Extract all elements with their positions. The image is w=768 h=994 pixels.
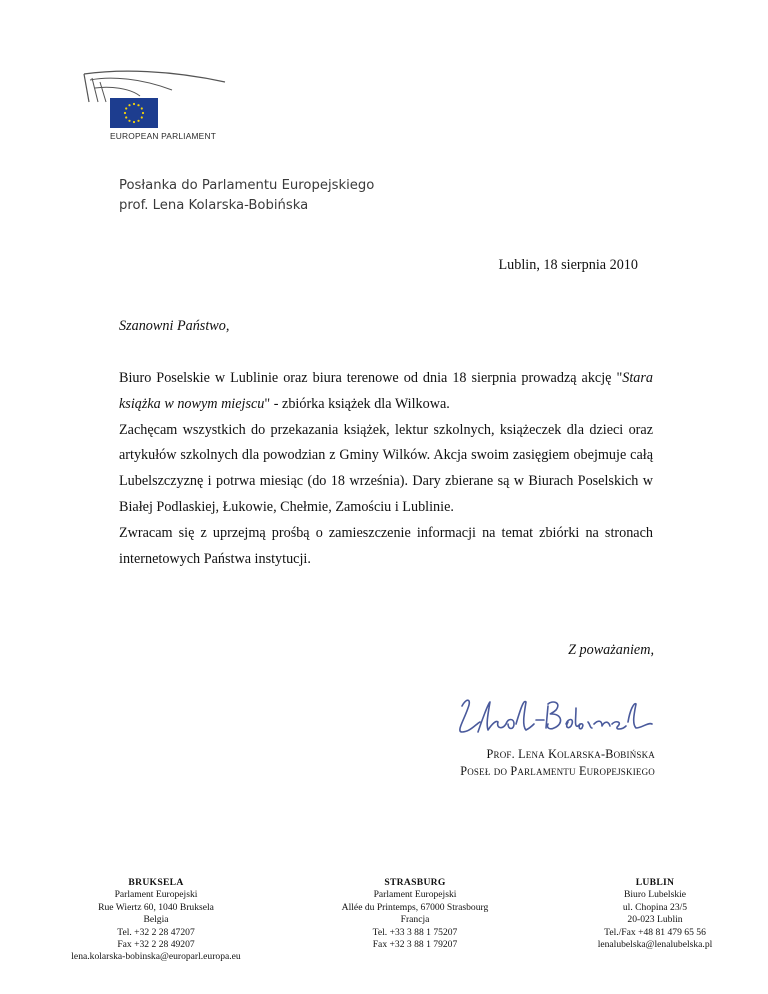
eu-star-icon bbox=[137, 104, 139, 106]
footer-line: Tel./Fax +48 81 479 65 56 bbox=[604, 926, 706, 938]
eu-star-icon bbox=[141, 107, 143, 109]
eu-star-icon bbox=[133, 121, 135, 123]
footer-line: ul. Chopina 23/5 bbox=[622, 901, 688, 913]
footer-line: Biuro Lubelskie bbox=[623, 889, 687, 901]
paragraph-3: Zwracam się z uprzejmą prośbą o zamieszczenie informacji na temat zbiórki na stronach internetowych Państwa instytucji. bbox=[119, 524, 653, 567]
letter-date: Lublin, 18 sierpnia 2010 bbox=[498, 257, 638, 273]
footer-line: Parlament Europejski bbox=[114, 889, 198, 901]
footer-line: 20-023 Lublin bbox=[627, 914, 683, 926]
eu-star-icon bbox=[141, 116, 143, 118]
footer-line: Francja bbox=[400, 914, 430, 926]
signatory-title: Poseł do Parlamentu Europejskiego bbox=[460, 764, 655, 778]
footer-bruksela bbox=[26, 877, 286, 964]
eu-star-icon bbox=[128, 120, 130, 122]
eu-star-icon bbox=[125, 116, 127, 118]
footer-line: Tel. +32 2 28 47207 bbox=[117, 926, 195, 938]
sender-title: Posłanka do Parlamentu Europejskiego bbox=[119, 178, 375, 193]
eu-star-icon bbox=[125, 107, 127, 109]
footer-lublin bbox=[560, 877, 750, 951]
eu-star-icon bbox=[133, 103, 135, 105]
footer-city: STRASBURG bbox=[384, 877, 446, 888]
closing: Z poważaniem, bbox=[568, 642, 654, 658]
eu-star-icon bbox=[137, 120, 139, 122]
paragraph-2: Zachęcam wszystkich do przekazania książek, lektur szkolnych, książeczek dla dzieci oraz artykułów szkolnych dla powodzian z Gminy Wilków. Akcja swoim zasięgiem obejmuje całą Lubelszczyznę i potrwa miesiąc (do 18 września). Dary zbierane są w Biurach Poselskich w Białej Podlaskiej, Łukowie, Chełmie, Zamościu i Lublinie. bbox=[119, 421, 653, 515]
footer-line: Rue Wiertz 60, 1040 Bruksela bbox=[98, 901, 214, 913]
logo-text: EUROPEAN PARLIAMENT bbox=[110, 131, 217, 141]
signatory-name: Prof. Lena Kolarska-Bobińska bbox=[486, 747, 655, 761]
footer-line: Belgia bbox=[143, 914, 169, 926]
signature-block bbox=[460, 746, 655, 780]
eu-star-icon bbox=[128, 104, 130, 106]
footer-line: Fax +32 2 28 49207 bbox=[117, 939, 195, 951]
handwritten-signature bbox=[452, 694, 662, 738]
salutation: Szanowni Państwo, bbox=[119, 318, 230, 334]
european-parliament-logo bbox=[80, 68, 240, 148]
footer-line: Allée du Printemps, 67000 Strasbourg bbox=[341, 901, 489, 913]
sender-name: prof. Lena Kolarska-Bobińska bbox=[119, 198, 309, 213]
footer-city: LUBLIN bbox=[635, 877, 675, 888]
paragraph-1 bbox=[119, 366, 653, 418]
campaign-name: Stara książka w nowym miejscu bbox=[119, 370, 653, 412]
sender-header bbox=[119, 176, 374, 216]
footer-strasburg bbox=[310, 877, 520, 951]
letter-body bbox=[119, 366, 653, 572]
paragraph-1-end: " - zbiórka książek dla Wilkowa. bbox=[264, 395, 450, 412]
footer-line: Fax +32 3 88 1 79207 bbox=[372, 939, 458, 951]
footer-email: lena.kolarska-bobinska@europarl.europa.eu bbox=[71, 951, 241, 963]
eu-star-icon bbox=[142, 112, 144, 114]
footer-line: Tel. +33 3 88 1 75207 bbox=[372, 926, 458, 938]
footer-email: lenalubelska@lenalubelska.pl bbox=[597, 939, 713, 951]
footer-city: BRUKSELA bbox=[128, 877, 184, 888]
footer-line: Parlament Europejski bbox=[373, 889, 457, 901]
eu-star-icon bbox=[124, 112, 126, 114]
paragraph-1-start: Biuro Poselskie w Lublinie oraz biura terenowe od dnia 18 sierpnia prowadzą akcję " bbox=[119, 370, 623, 386]
eu-flag-icon bbox=[110, 98, 158, 128]
parliament-hemicycle-icon bbox=[80, 68, 240, 130]
